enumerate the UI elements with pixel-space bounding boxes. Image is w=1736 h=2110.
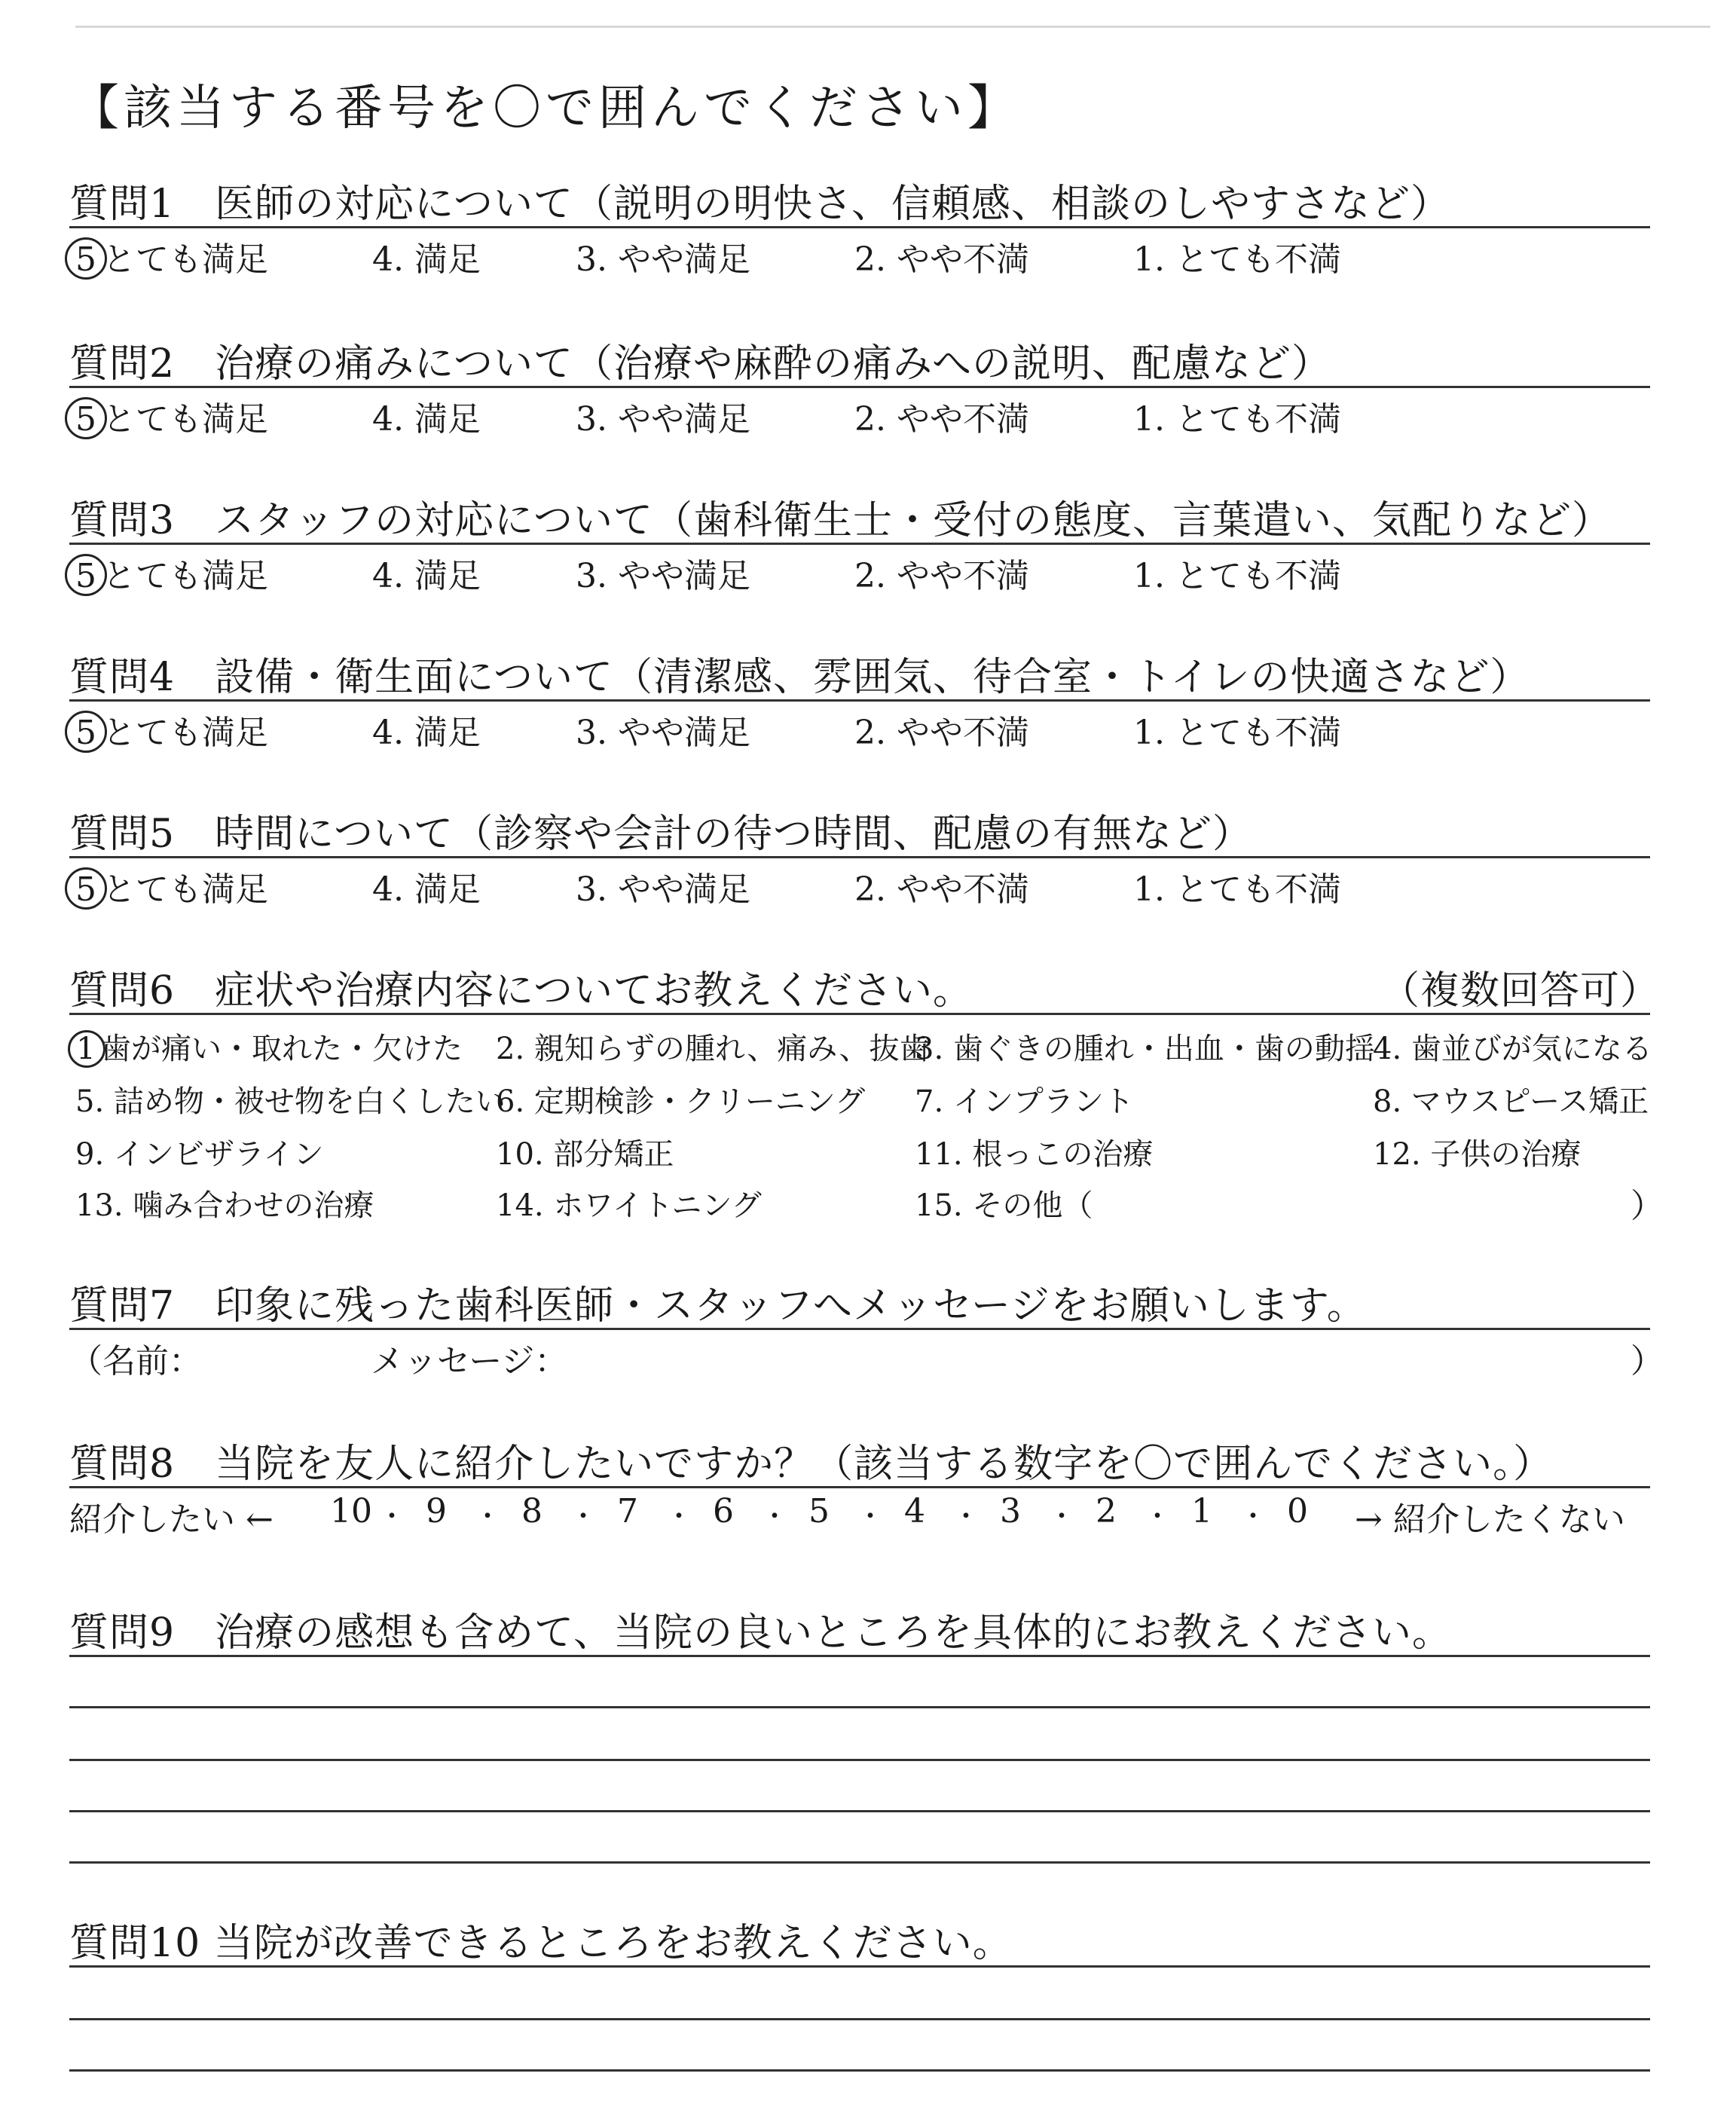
- scale-separator: ・: [474, 1501, 502, 1532]
- rating-option-5[interactable]: [69, 862, 268, 910]
- q7-rule: [69, 1328, 1650, 1330]
- q6-option-15[interactable]: 15. その他（: [915, 1188, 1093, 1223]
- rating-option-5[interactable]: [69, 392, 268, 440]
- q3-rule: [69, 543, 1650, 545]
- rating-option-4[interactable]: 4. 満足: [372, 714, 481, 752]
- q6-option-10[interactable]: 10. 部分矯正: [496, 1137, 674, 1172]
- q9-answer-line[interactable]: [69, 1861, 1650, 1864]
- rating-option-2[interactable]: 2. やや不満: [854, 870, 1029, 909]
- q10-answer-line[interactable]: [69, 2018, 1650, 2020]
- rating-option-4[interactable]: 4. 満足: [372, 400, 481, 439]
- scale-number-8[interactable]: 8: [521, 1492, 542, 1531]
- scale-separator: ・: [1048, 1501, 1076, 1532]
- scale-number-5[interactable]: 5: [808, 1492, 830, 1531]
- selected-number: 1: [71, 1032, 101, 1066]
- q6-option-2[interactable]: 2. 親知らずの腫れ、痛み、抜歯: [496, 1032, 930, 1066]
- selection-circle: [65, 554, 107, 596]
- q4-title: 質問4 設備・衛生面について（清潔感、雰囲気、待合室・トイレの快適さなど）: [69, 655, 1530, 700]
- selection-circle: [65, 397, 107, 439]
- rating-option-5[interactable]: [69, 705, 268, 754]
- scale-number-4[interactable]: 4: [904, 1492, 925, 1531]
- rating-option-2[interactable]: 2. やや不満: [854, 240, 1029, 279]
- rating-option-5[interactable]: [69, 549, 268, 597]
- scale-number-1[interactable]: 1: [1191, 1492, 1212, 1531]
- scale-separator: ・: [1144, 1501, 1172, 1532]
- selection-circle: [65, 711, 107, 753]
- scale-number-6[interactable]: 6: [713, 1492, 734, 1531]
- selection-circle: [65, 867, 107, 910]
- q10-answer-line[interactable]: [69, 2069, 1650, 2072]
- rating-option-4[interactable]: 4. 満足: [372, 870, 481, 909]
- q9-rule: [69, 1655, 1650, 1657]
- rating-option-label: とても満足: [102, 870, 268, 909]
- scale-number-0[interactable]: 0: [1287, 1492, 1308, 1531]
- rating-option-4[interactable]: 4. 満足: [372, 557, 481, 595]
- selected-number: 5: [69, 400, 102, 439]
- scale-left-label: 紹介したい ←: [69, 1500, 274, 1539]
- scale-separator: ・: [857, 1501, 885, 1532]
- q6-option-5[interactable]: 5. 詰め物・被せ物を白くしたい: [75, 1084, 506, 1119]
- q6-note: （複数回答可）: [1380, 968, 1661, 1014]
- q8-title: 質問8 当院を友人に紹介したいですか？（該当する数字を〇で囲んでください。）: [69, 1442, 1554, 1487]
- rating-option-1[interactable]: 1. とても不満: [1133, 240, 1341, 279]
- q6-option-4[interactable]: 4. 歯並びが気になる: [1373, 1032, 1652, 1066]
- q6-option-3[interactable]: 3. 歯ぐきの腫れ・出血・歯の動揺: [915, 1032, 1375, 1066]
- rating-option-2[interactable]: 2. やや不満: [854, 557, 1029, 595]
- rating-option-1[interactable]: 1. とても不満: [1133, 557, 1341, 595]
- q6-option-6[interactable]: 6. 定期検診・クリーニング: [496, 1084, 866, 1119]
- q6-option-12[interactable]: 12. 子供の治療: [1373, 1137, 1582, 1172]
- rating-option-5[interactable]: [69, 232, 268, 280]
- scale-separator: ・: [570, 1501, 598, 1532]
- q6-rule: [69, 1013, 1650, 1015]
- q8-rule: [69, 1486, 1650, 1488]
- q9-answer-line[interactable]: [69, 1759, 1650, 1761]
- scale-right-label: → 紹介したくない: [1355, 1500, 1625, 1539]
- q2-rule: [69, 386, 1650, 388]
- rating-option-1[interactable]: 1. とても不満: [1133, 870, 1341, 909]
- selection-circle: [65, 237, 107, 280]
- scale-separator: ・: [761, 1501, 789, 1532]
- rating-option-2[interactable]: 2. やや不満: [854, 400, 1029, 439]
- q4-rule: [69, 699, 1650, 702]
- q7-message-label: メッセージ：: [371, 1342, 568, 1381]
- rating-option-1[interactable]: 1. とても不満: [1133, 400, 1341, 439]
- scale-separator: ・: [378, 1501, 406, 1532]
- scale-number-9[interactable]: 9: [426, 1492, 447, 1531]
- selected-number: 5: [69, 870, 102, 909]
- rating-option-label: とても満足: [102, 240, 268, 279]
- rating-option-label: とても満足: [102, 714, 268, 752]
- q3-title: 質問3 スタッフの対応について（歯科衛生士・受付の態度、言葉遣い、気配りなど）: [69, 498, 1612, 543]
- q9-answer-line[interactable]: [69, 1810, 1650, 1812]
- rating-option-label: とても満足: [102, 557, 268, 595]
- scale-number-2[interactable]: 2: [1096, 1492, 1117, 1531]
- scale-number-3[interactable]: 3: [1000, 1492, 1021, 1531]
- q6-option-9[interactable]: 9. インビザライン: [75, 1137, 324, 1172]
- page-header: 【該当する番号を〇で囲んでください】: [71, 81, 1020, 136]
- scale-separator: ・: [665, 1501, 693, 1532]
- q1-title: 質問1 医師の対応について（説明の明快さ、信頼感、相談のしやすさなど）: [69, 182, 1450, 227]
- rating-option-3[interactable]: 3. やや満足: [576, 870, 750, 909]
- q10-title: 質問10 当院が改善できるところをお教えください。: [69, 1921, 1013, 1966]
- q9-title: 質問9 治療の感想も含めて、当院の良いところを具体的にお教えください。: [69, 1610, 1453, 1656]
- q6-option-7[interactable]: 7. インプラント: [915, 1084, 1134, 1119]
- scale-number-10[interactable]: 10: [330, 1492, 372, 1531]
- q6-option-1[interactable]: 1 歯が痛い・取れた・欠けた: [71, 1025, 463, 1068]
- rating-option-4[interactable]: 4. 満足: [372, 240, 481, 279]
- selected-number: 5: [69, 240, 102, 279]
- selection-circle: [68, 1030, 105, 1068]
- selected-number: 5: [69, 557, 102, 595]
- rating-option-3[interactable]: 3. やや満足: [576, 557, 750, 595]
- rating-option-1[interactable]: 1. とても不満: [1133, 714, 1341, 752]
- q7-close: ）: [1631, 1342, 1664, 1381]
- scale-separator: ・: [1239, 1501, 1267, 1532]
- rating-option-label: とても満足: [102, 400, 268, 439]
- scale-number-7[interactable]: 7: [617, 1492, 638, 1531]
- q10-rule: [69, 1965, 1650, 1968]
- q9-answer-line[interactable]: [69, 1706, 1650, 1708]
- q1-rule: [69, 226, 1650, 228]
- selected-number: 5: [69, 714, 102, 752]
- rating-option-2[interactable]: 2. やや不満: [854, 714, 1029, 752]
- q2-title: 質問2 治療の痛みについて（治療や麻酔の痛みへの説明、配慮など）: [69, 341, 1332, 387]
- rating-option-3[interactable]: 3. やや満足: [576, 240, 750, 279]
- q6-option-11[interactable]: 11. 根っこの治療: [915, 1137, 1154, 1172]
- q6-option-14[interactable]: 14. ホワイトニング: [496, 1188, 762, 1223]
- q6-other-close: ）: [1631, 1187, 1664, 1225]
- q6-option-8[interactable]: 8. マウスピース矯正: [1373, 1084, 1649, 1119]
- q5-title: 質問5 時間について（診察や会計の待つ時間、配慮の有無など）: [69, 812, 1253, 857]
- q7-name-label: （名前：: [69, 1342, 202, 1381]
- q6-option-13[interactable]: 13. 噛み合わせの治療: [75, 1188, 374, 1223]
- scale-separator: ・: [952, 1501, 980, 1532]
- q5-rule: [69, 856, 1650, 858]
- q6-title: 質問6 症状や治療内容についてお教えください。: [69, 968, 973, 1014]
- q7-title: 質問7 印象に残った歯科医師・スタッフへメッセージをお願いします。: [69, 1283, 1367, 1329]
- rating-option-3[interactable]: 3. やや満足: [576, 400, 750, 439]
- rating-option-3[interactable]: 3. やや満足: [576, 714, 750, 752]
- top-border: [75, 26, 1710, 28]
